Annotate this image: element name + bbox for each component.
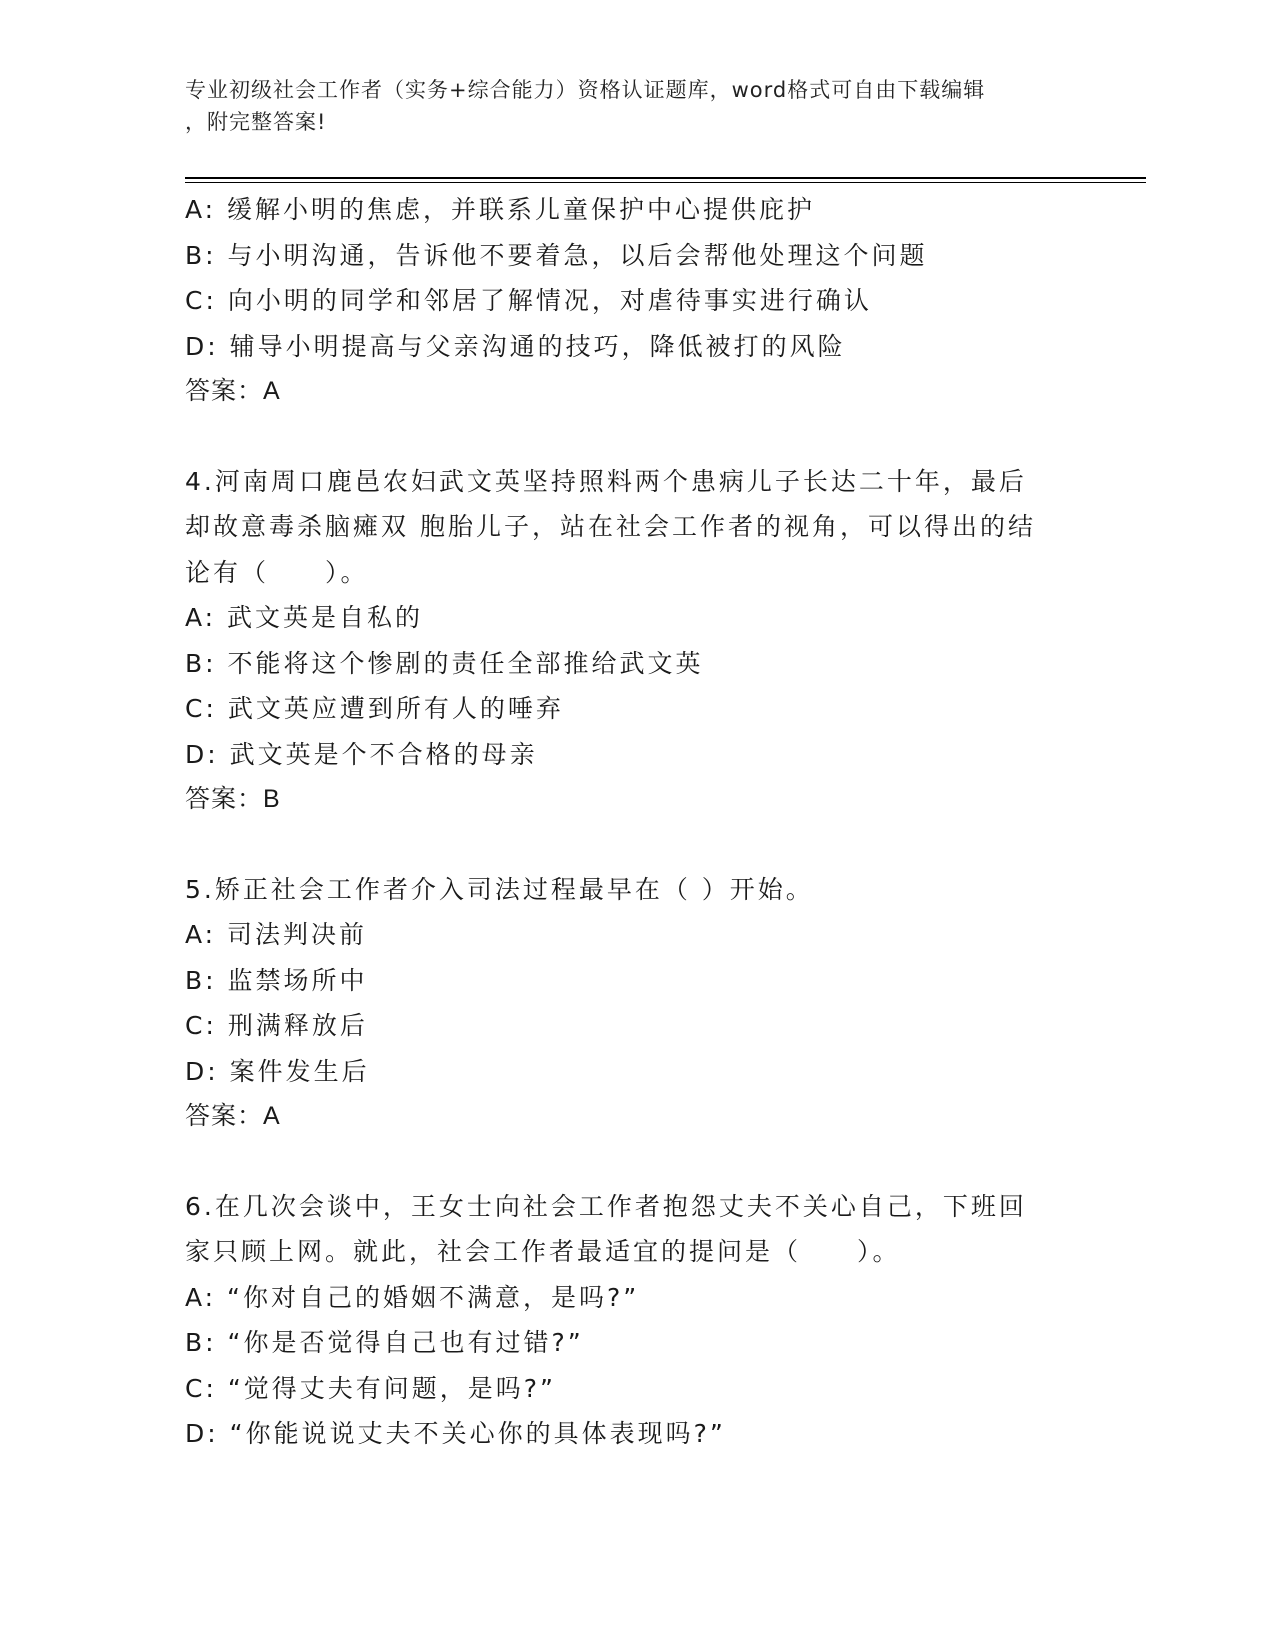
q3-option-a: A: 缓解小明的焦虑，并联系儿童保护中心提供庇护 [185, 195, 816, 224]
q5-stem-line-1: 5.矫正社会工作者介入司法过程最早在（ ）开始。 [185, 874, 814, 904]
document-header [185, 74, 1085, 138]
q4-option-c: C: 武文英应遭到所有人的唾弃 [185, 694, 564, 723]
q4-option-a: A: 武文英是自私的 [185, 603, 424, 632]
q6-stem-line-2: 家只顾上网。就此，社会工作者最适宜的提问是（ ）。 [185, 1237, 901, 1266]
q5-answer: 答案：A [185, 1102, 281, 1130]
header-divider-thin [185, 182, 1146, 183]
q5-option-a: A: 司法判决前 [185, 920, 368, 949]
q6-stem-line-1: 6.在几次会谈中，王女士向社会工作者抱怨丈夫不关心自己，下班回 [185, 1191, 1027, 1221]
header-line-2: ，附完整答案! [185, 110, 327, 134]
q3-option-b: B: 与小明沟通，告诉他不要着急，以后会帮他处理这个问题 [185, 240, 928, 270]
header-divider-thick [185, 177, 1146, 179]
question-4 [185, 459, 1085, 823]
question-5 [185, 867, 1085, 1140]
question-6 [185, 1184, 1085, 1457]
q4-stem-line-1: 4.河南周口鹿邑农妇武文英坚持照料两个患病儿子长达二十年，最后 [185, 466, 1027, 496]
q6-option-a: A: “你对自己的婚姻不满意，是吗?” [185, 1282, 640, 1312]
q5-option-c: C: 刑满释放后 [185, 1011, 368, 1040]
q4-option-d: D: 武文英是个不合格的母亲 [185, 739, 538, 769]
q6-option-c: C: “觉得丈夫有问题，是吗?” [185, 1373, 556, 1403]
q6-option-d: D: “你能说说丈夫不关心你的具体表现吗?” [185, 1419, 726, 1448]
q4-answer: 答案：B [185, 785, 281, 813]
q5-option-d: D: 案件发生后 [185, 1056, 370, 1086]
q3-option-d: D: 辅导小明提高与父亲沟通的技巧，降低被打的风险 [185, 331, 846, 361]
q6-option-b: B: “你是否觉得自己也有过错?” [185, 1328, 584, 1357]
header-line-1: 专业初级社会工作者（实务+综合能力）资格认证题库，word格式可自由下载编辑 [185, 78, 986, 102]
q3-option-c: C: 向小明的同学和邻居了解情况，对虐待事实进行确认 [185, 286, 872, 315]
question-3 [185, 187, 1085, 415]
q4-stem-line-2: 却故意毒杀脑瘫双 胞胎儿子，站在社会工作者的视角，可以得出的结 [185, 512, 1036, 541]
question-list [185, 187, 1085, 1457]
q4-stem-line-3: 论有（ ）。 [185, 557, 369, 587]
q3-answer: 答案：A [185, 377, 281, 405]
q5-option-b: B: 监禁场所中 [185, 965, 368, 995]
spacer [185, 823, 1085, 867]
spacer [185, 415, 1085, 459]
spacer [185, 1140, 1085, 1184]
q4-option-b: B: 不能将这个惨剧的责任全部推给武文英 [185, 648, 704, 678]
